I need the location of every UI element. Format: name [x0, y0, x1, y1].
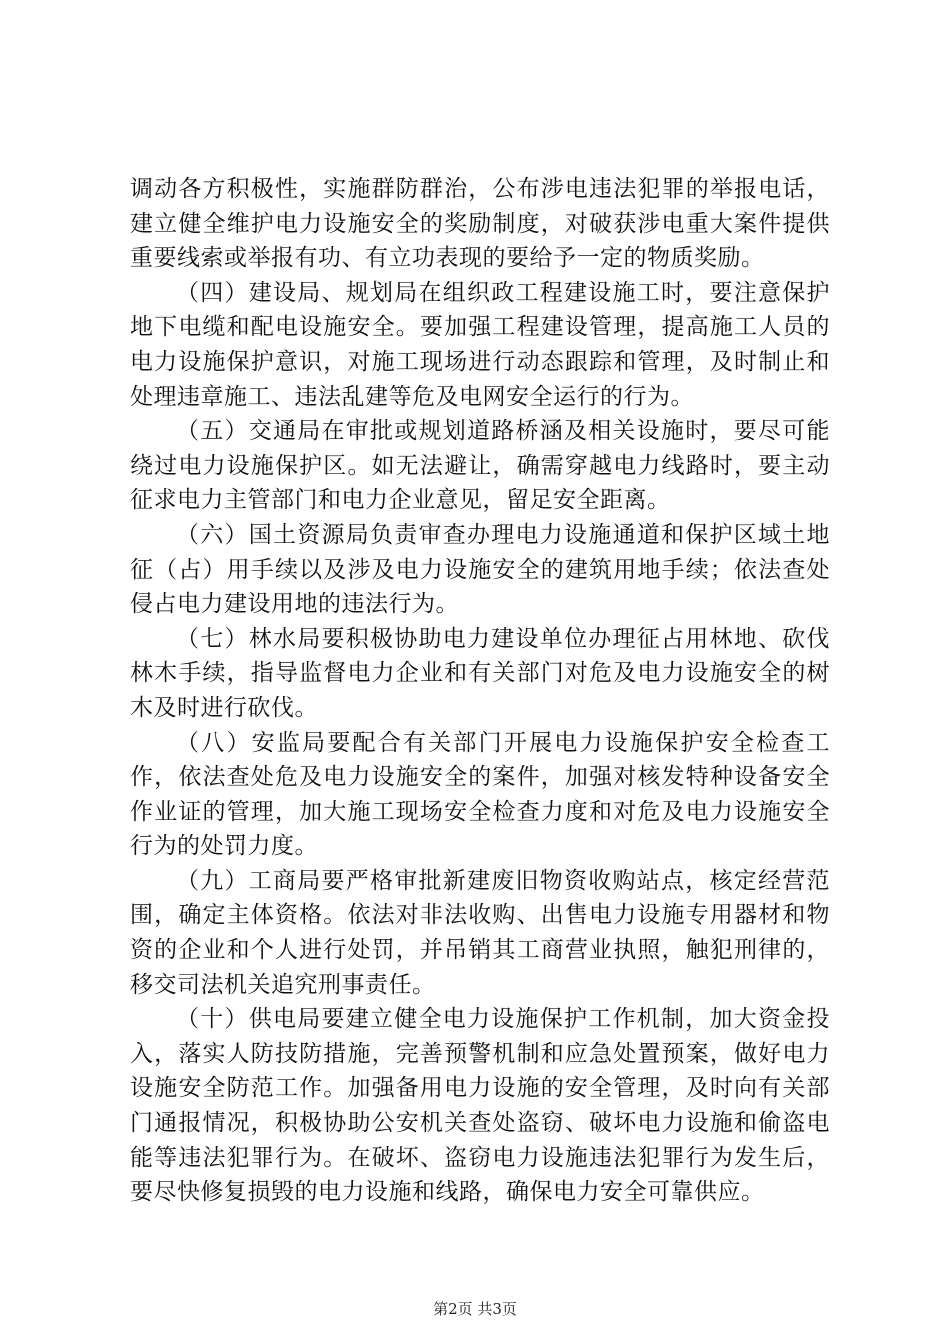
paragraph-continuation: 调动各方积极性，实施群防群治，公布涉电违法犯罪的举报电话，建立健全维护电力设施安全的奖励制度，对破获涉电重大案件提供重要线索或举报有功、有立功表现的要给予一定的物质奖励。 — [130, 176, 830, 272]
paragraph-item-6: （六）国土资源局负责审查办理电力设施通道和保护区域土地征（占）用手续以及涉及电力设施安全的建筑用地手续；依法查处侵占电力建设用地的违法行为。 — [130, 521, 830, 618]
paragraph-item-4: （四）建设局、规划局在组织政工程建设施工时，要注意保护地下电缆和配电设施安全。要加强工程建设管理，提高施工人员的电力设施保护意识，对施工现场进行动态跟踪和管理，及时制止和处理违章施工、违法乱建等危及电网安全运行的行为。 — [130, 279, 830, 410]
paragraph-item-8: （八）安监局要配合有关部门开展电力设施保护安全检查工作，依法查处危及电力设施安全的案件，加强对核发特种设备安全作业证的管理，加大施工现场安全检查力度和对危及电力设施安全行为的处罚力度。 — [130, 729, 830, 860]
paragraph-item-10: （十）供电局要建立健全电力设施保护工作机制，加大资金投入，落实人防技防措施，完善预警机制和应急处置预案，做好电力设施安全防范工作。加强备用电力设施的安全管理，及时向有关部门通报情况，积极协助公安机关查处盗窃、破坏电力设施和偷盗电能等违法犯罪行为。在破坏、盗窃电力设施违法犯罪行为发生后，要尽快修复损毁的电力设施和线路，确保电力安全可靠供应。 — [130, 1006, 830, 1206]
paragraph-item-9: （九）工商局要严格审批新建废旧物资收购站点，核定经营范围，确定主体资格。依法对非法收购、出售电力设施专用器材和物资的企业和个人进行处罚，并吊销其工商营业执照，触犯刑律的，移交司法机关追究刑事责任。 — [130, 867, 830, 998]
paragraph-item-5: （五）交通局在审批或规划道路桥涵及相关设施时，要尽可能绕过电力设施保护区。如无法避让，确需穿越电力线路时，要主动征求电力主管部门和电力企业意见，留足安全距离。 — [130, 418, 830, 514]
document-body — [130, 172, 830, 1210]
page-number-footer: 第2页 共3页 — [433, 1300, 517, 1318]
paragraph-item-7: （七）林水局要积极协助电力建设单位办理征占用林地、砍伐林木手续，指导监督电力企业和有关部门对危及电力设施安全的树木及时进行砍伐。 — [130, 625, 830, 721]
